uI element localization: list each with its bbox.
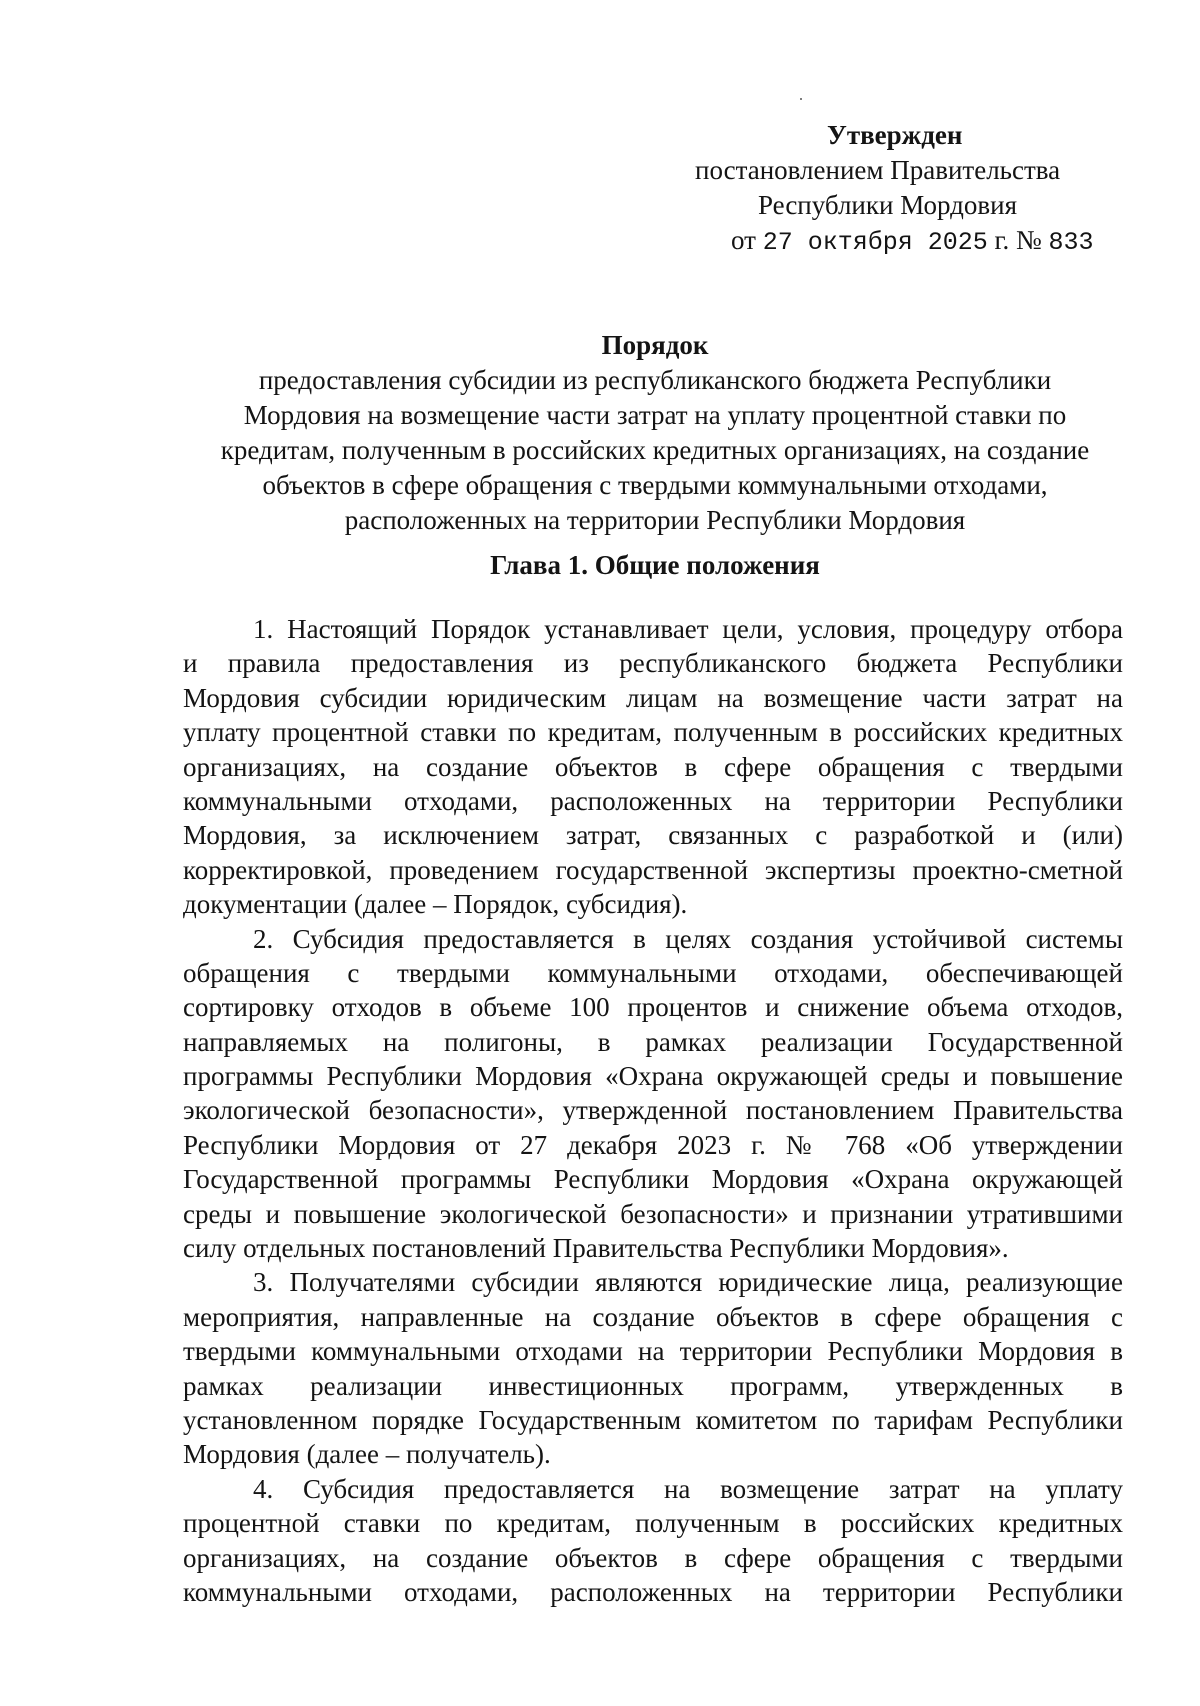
date-value: 27 октября 2025 — [762, 228, 988, 257]
text-line: коммунальными отходами, расположенных на территории Республики — [183, 1576, 1123, 1607]
text-line: 3. Получателями субсидии являются юридические лица, реализующие — [253, 1267, 1123, 1298]
paragraph-3 — [183, 1265, 1123, 1471]
text-line: Государственной программы Республики Мордовия «Охрана окружающей — [183, 1164, 1123, 1195]
text-line: направляемых на полигоны, в рамках реализации Государственной — [183, 1026, 1123, 1057]
text-line: установленном порядке Государственным комитетом по тарифам Республики — [183, 1404, 1123, 1435]
text-line: документации (далее – Порядок, субсидия). — [183, 889, 688, 920]
approval-date-line — [655, 223, 1125, 260]
scan-speck — [800, 98, 802, 100]
subtitle-line: кредитам, полученным в российских кредитных организациях, на создание — [220, 435, 1090, 465]
paragraph-2 — [183, 922, 1123, 1266]
document-title-block — [180, 328, 1130, 538]
text-line: коммунальными отходами, расположенных на территории Республики — [183, 785, 1123, 816]
text-line: Мордовия, за исключением затрат, связанных с разработкой и (или) — [183, 820, 1123, 851]
resolution-number: 833 — [1048, 228, 1094, 257]
text-line: мероприятия, направленные на создание объектов в сфере обращения с — [183, 1301, 1123, 1332]
text-line: корректировкой, проведением государственной экспертизы проектно-сметной — [183, 854, 1123, 885]
approval-stamp-block — [655, 118, 1125, 260]
subtitle-line: Мордовия на возмещение части затрат на уплату процентной ставки по — [243, 400, 1067, 430]
text-line: рамках реализации инвестиционных программ, утвержденных в — [183, 1370, 1123, 1401]
text-line: и правила предоставления из республиканского бюджета Республики — [183, 648, 1123, 679]
text-line: 1. Настоящий Порядок устанавливает цели, условия, процедуру отбора — [253, 614, 1123, 644]
text-line: Мордовия (далее – получатель). — [183, 1439, 551, 1470]
text-line: организациях, на создание объектов в сфере обращения с твердыми — [183, 1542, 1123, 1573]
approval-line-2: Республики Мордовия — [758, 190, 1018, 220]
document-body — [183, 612, 1123, 1609]
subtitle-line: расположенных на территории Республики Мордовия — [344, 505, 966, 535]
paragraph-4 — [183, 1472, 1123, 1610]
text-line: программы Республики Мордовия «Охрана окружающей среды и повышение — [183, 1061, 1123, 1092]
text-line: твердыми коммунальными отходами на территории Республики Мордовия в — [183, 1336, 1123, 1367]
document-title: Порядок — [601, 330, 709, 360]
text-line: среды и повышение экологической безопасности» и признании утратившими — [183, 1198, 1123, 1229]
date-prefix: от — [731, 225, 756, 255]
chapter-heading: Глава 1. Общие положения — [490, 550, 820, 580]
approval-line-1: постановлением Правительства — [695, 155, 1061, 185]
text-line: уплату процентной ставки по кредитам, полученным в российских кредитных — [183, 717, 1123, 748]
text-line: процентной ставки по кредитам, полученным в российских кредитных — [183, 1508, 1123, 1539]
approval-title: Утвержден — [827, 120, 963, 150]
text-line: сортировку отходов в объеме 100 процентов и снижение объема отходов, — [183, 992, 1123, 1023]
text-line: Республики Мордовия от 27 декабря 2023 г. № 768 «Об утверждении — [183, 1129, 1123, 1160]
document-subtitle — [180, 363, 1130, 538]
text-line: 4. Субсидия предоставляется на возмещение затрат на уплату — [253, 1473, 1123, 1504]
date-suffix: г. № — [994, 225, 1042, 255]
paragraph-1 — [183, 612, 1123, 922]
text-line: экологической безопасности», утвержденной постановлением Правительства — [183, 1095, 1123, 1126]
text-line: организациях, на создание объектов в сфере обращения с твердыми — [183, 751, 1123, 782]
subtitle-line: предоставления субсидии из республиканского бюджета Республики — [258, 365, 1052, 395]
text-line: 2. Субсидия предоставляется в целях создания устойчивой системы — [253, 923, 1123, 954]
text-line: силу отдельных постановлений Правительства Республики Мордовия». — [183, 1233, 1009, 1264]
text-line: Мордовия субсидии юридическим лицам на возмещение части затрат на — [183, 682, 1123, 713]
subtitle-line: объектов в сфере обращения с твердыми коммунальными отходами, — [262, 470, 1048, 500]
text-line: обращения с твердыми коммунальными отходами, обеспечивающей — [183, 957, 1123, 988]
